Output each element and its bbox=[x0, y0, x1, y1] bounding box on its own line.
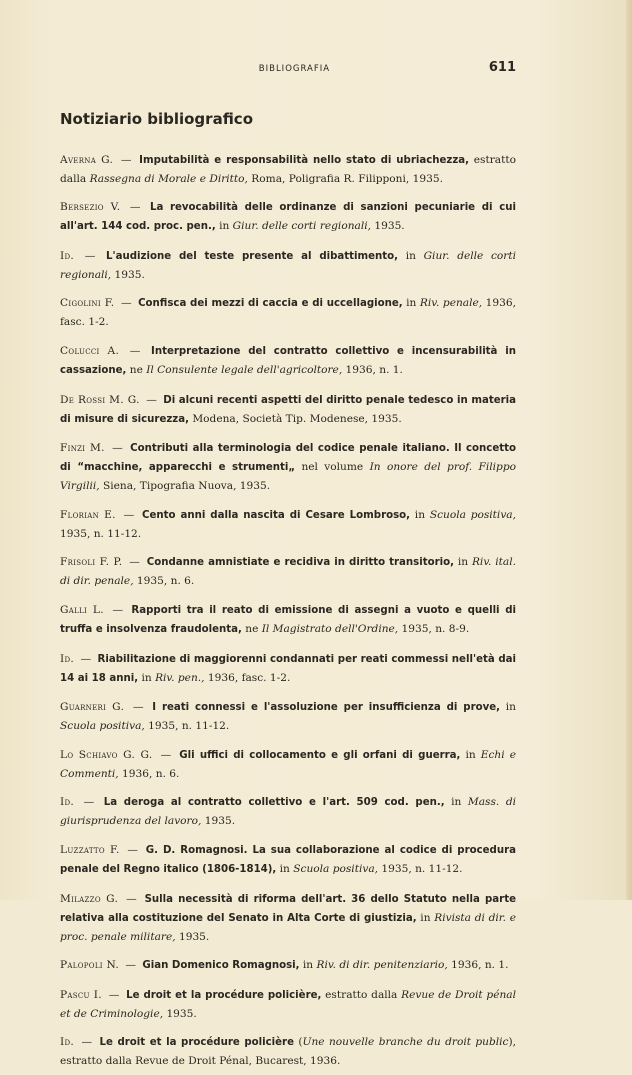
entry-source: Mass. di giurisprudenza del lavoro, bbox=[60, 796, 516, 828]
entry-dash: — bbox=[106, 603, 129, 616]
entry-title: G. D. Romagnosi. La sua collaborazione al codice di procedura penale del Regno italico (1806-1814), bbox=[60, 844, 516, 875]
entry-source: Riv. di dir. penitenziario, bbox=[316, 959, 448, 972]
entry-author: Palopoli N. bbox=[60, 959, 120, 972]
entry-connector: in bbox=[416, 911, 435, 924]
entry-title: Gian Domenico Romagnosi, bbox=[142, 960, 300, 972]
bibliography-entry bbox=[60, 1033, 516, 1070]
entry-connector: in bbox=[500, 701, 516, 714]
entry-dash: — bbox=[77, 249, 104, 262]
entry-dash: — bbox=[122, 843, 143, 856]
entry-dash: — bbox=[155, 748, 177, 761]
entry-connector: ne bbox=[241, 622, 262, 635]
bibliography-entry bbox=[60, 841, 516, 879]
entry-title: La revocabilità delle ordinanze di sanzioni pecuniarie di cui all'art. 144 cod. proc. pen., bbox=[60, 202, 516, 233]
entry-dash: — bbox=[122, 344, 149, 357]
running-title: BIBLIOGRAFIA bbox=[258, 64, 331, 74]
entry-details: 1936, n. 6. bbox=[118, 767, 180, 780]
entry-source: Rassegna di Morale e Diritto, bbox=[89, 172, 248, 185]
entry-connector: in bbox=[299, 959, 317, 972]
bibliography-entry bbox=[60, 439, 516, 495]
entry-connector: ( bbox=[294, 1036, 303, 1049]
entry-author: Galli L. bbox=[60, 603, 104, 616]
entry-title: Imputabilità e responsabilità nello stato di ubriachezza, bbox=[139, 154, 470, 166]
bibliography-entry bbox=[60, 294, 516, 331]
entry-details: 1935. bbox=[175, 930, 210, 943]
entry-details: ), estratto dalla Revue de Droit Pénal, Bucarest, 1936. bbox=[60, 1036, 516, 1068]
page-number: 611 bbox=[488, 60, 516, 75]
running-header bbox=[60, 60, 516, 75]
entry-source: Une nouvelle branche du droit public bbox=[302, 1036, 509, 1049]
entry-dash: — bbox=[122, 959, 140, 972]
entry-details: 1935, n. 11-12. bbox=[144, 720, 230, 733]
entry-title: Interpretazione del contratto collettivo e incensurabilità in cassazione, bbox=[60, 345, 516, 376]
bibliography-entry bbox=[60, 342, 516, 380]
entry-dash: — bbox=[77, 652, 95, 665]
entry-title: Contributi alla terminologia del codice penale italiano. Il concetto di “macchine, apparecchi e strumenti„ bbox=[60, 443, 516, 474]
entry-dash: — bbox=[142, 393, 161, 406]
entry-details: 1935, n. 11-12. bbox=[378, 862, 463, 875]
entry-source: Revue de Droit pénal et de Criminologie, bbox=[60, 988, 516, 1020]
entry-details: 1935. bbox=[370, 220, 405, 233]
entry-title: La deroga al contratto collettivo e l'art. 509 cod. pen., bbox=[103, 797, 445, 809]
entry-connector: estratto dalla bbox=[60, 153, 516, 185]
bibliography-entry bbox=[60, 601, 516, 639]
entry-source: Il Magistrato dell'Ordine, bbox=[261, 622, 399, 635]
entry-connector: in bbox=[215, 220, 233, 233]
entry-source: Riv. pen., bbox=[155, 671, 205, 684]
entry-dash: — bbox=[107, 442, 128, 455]
entry-author: Cigolini F. bbox=[60, 297, 115, 310]
entry-dash: — bbox=[77, 1036, 97, 1049]
entry-source: Echi e Commenti, bbox=[60, 748, 516, 780]
entry-connector: in bbox=[138, 671, 156, 684]
entry-title: Gli uffici di collocamento e gli orfani di guerra, bbox=[179, 749, 461, 761]
entry-source: In onore del prof. Filippo Virgilii, bbox=[60, 461, 516, 493]
entry-connector: in bbox=[453, 556, 472, 569]
entry-source: Scuola positiva, bbox=[60, 720, 145, 733]
entry-author: Id. bbox=[60, 652, 75, 665]
entry-title: Condanne amnistiate e recidiva in diritto transitorio, bbox=[146, 557, 454, 569]
entry-title: Le droit et la procédure policière bbox=[99, 1037, 294, 1049]
entry-author: Lo Schiavo G. G. bbox=[60, 748, 153, 761]
entry-title: Cento anni dalla nascita di Cesare Lombroso, bbox=[142, 509, 411, 521]
entry-details: 1935, n. 8-9. bbox=[398, 622, 470, 635]
entry-details: Roma, Poligrafia R. Filipponi, 1935. bbox=[247, 172, 443, 185]
entry-details: 1936, n. 1. bbox=[447, 959, 509, 972]
entry-title: Sulla necessità di riforma dell'art. 36 dello Statuto nella parte relativa alla costituzione del Senato in Alta Corte di giustizia, bbox=[60, 893, 516, 924]
entry-author: Id. bbox=[60, 1036, 75, 1049]
entry-connector: nel volume bbox=[295, 461, 370, 474]
entry-details: 1936, n. 1. bbox=[342, 363, 403, 376]
bibliography-list bbox=[60, 140, 516, 1075]
entry-title: Rapporti tra il reato di emissione di assegni a vuoto e quelli di truffa e insolvenza fraudolenta, bbox=[60, 604, 516, 635]
bibliography-entry bbox=[60, 698, 516, 735]
entry-author: Colucci A. bbox=[60, 344, 120, 357]
bibliography-entry bbox=[60, 956, 516, 975]
entry-connector: Modena, Società Tip. Modenese, 1935. bbox=[188, 412, 402, 425]
entry-author: Pascu I. bbox=[60, 988, 102, 1001]
entry-title: Le droit et la procédure policière, bbox=[126, 989, 322, 1001]
entry-dash: — bbox=[121, 892, 142, 905]
bibliography-entry bbox=[60, 151, 516, 188]
entry-author: Id. bbox=[60, 249, 75, 262]
bibliography-entry bbox=[60, 746, 516, 783]
entry-author: Averna G. bbox=[60, 153, 114, 166]
entry-dash: — bbox=[118, 508, 139, 521]
entry-connector: estratto dalla bbox=[321, 988, 402, 1001]
bibliography-entry bbox=[60, 247, 516, 284]
entry-author: Luzzatto F. bbox=[60, 843, 120, 856]
entry-dash: — bbox=[117, 297, 136, 310]
bibliography-entry bbox=[60, 793, 516, 830]
bibliography-entry bbox=[60, 198, 516, 236]
entry-author: Florian E. bbox=[60, 508, 116, 521]
bibliography-entry bbox=[60, 391, 516, 429]
bibliography-entry bbox=[60, 553, 516, 590]
entry-title: L'audizione del teste presente al dibattimento, bbox=[106, 250, 399, 262]
entry-source: Riv. ital. di dir. penale, bbox=[60, 556, 517, 588]
entry-title: Confisca dei mezzi di caccia e di uccellagione, bbox=[138, 298, 403, 310]
entry-dash: — bbox=[127, 701, 150, 714]
entry-details: Siena, Tipografia Nuova, 1935. bbox=[99, 480, 271, 493]
entry-author: Milazzo G. bbox=[60, 892, 119, 905]
bibliography-entry bbox=[60, 986, 516, 1023]
entry-author: Id. bbox=[60, 796, 75, 809]
entry-details: 1935, n. 11-12. bbox=[60, 527, 142, 540]
entry-author: Finzi M. bbox=[60, 442, 105, 455]
entry-connector: ne bbox=[126, 363, 147, 376]
entry-source: Il Consulente legale dell'agricoltore, bbox=[146, 363, 343, 376]
entry-details: 1936, fasc. 1-2. bbox=[204, 671, 291, 684]
entry-details: 1935, n. 6. bbox=[133, 575, 195, 588]
entry-details: 1936, fasc. 1-2. bbox=[60, 297, 516, 329]
entry-title: Riabilitazione di maggiorenni condannati per reati commessi nell'età dai 14 ai 18 anni, bbox=[60, 653, 516, 684]
entry-title: Di alcuni recenti aspetti del diritto penale tedesco in materia di misure di sicurezza, bbox=[60, 394, 516, 425]
entry-connector: in bbox=[398, 249, 424, 262]
entry-author: Frisoli F. P. bbox=[60, 556, 123, 569]
entry-connector: in bbox=[460, 748, 481, 761]
bibliography-entry bbox=[60, 650, 516, 688]
entry-details: 1935. bbox=[201, 815, 236, 828]
entry-author: De Rossi M. G. bbox=[60, 393, 140, 406]
page-edge bbox=[626, 0, 632, 900]
entry-source: Giur. delle corti regionali, bbox=[60, 249, 516, 281]
entry-source: Riv. penale, bbox=[419, 297, 483, 310]
entry-source: Scuola positiva, bbox=[429, 508, 516, 521]
entry-author: Bersezio V. bbox=[60, 201, 121, 214]
entry-dash: — bbox=[104, 988, 124, 1001]
entry-dash: — bbox=[123, 201, 147, 214]
entry-dash: — bbox=[116, 153, 137, 166]
entry-source: Giur. delle corti regionali, bbox=[232, 220, 371, 233]
bibliography-entry bbox=[60, 506, 516, 543]
entry-connector: in bbox=[410, 508, 430, 521]
entry-author: Guarneri G. bbox=[60, 701, 125, 714]
entry-title: I reati connessi e l'assoluzione per insufficienza di prove, bbox=[152, 702, 501, 714]
entry-source: Rivista di dir. e proc. penale militare, bbox=[60, 911, 516, 943]
entry-source: Scuola positiva, bbox=[293, 862, 379, 875]
entry-dash: — bbox=[125, 556, 144, 569]
entry-connector: in bbox=[444, 796, 468, 809]
section-title: Notiziario bibliografico bbox=[60, 110, 254, 128]
entry-connector: in bbox=[276, 862, 294, 875]
entry-connector: in bbox=[402, 297, 420, 310]
bibliography-entry bbox=[60, 890, 516, 946]
entry-details: 1935. bbox=[111, 268, 145, 281]
entry-dash: — bbox=[77, 796, 101, 809]
entry-details: 1935. bbox=[163, 1007, 197, 1020]
